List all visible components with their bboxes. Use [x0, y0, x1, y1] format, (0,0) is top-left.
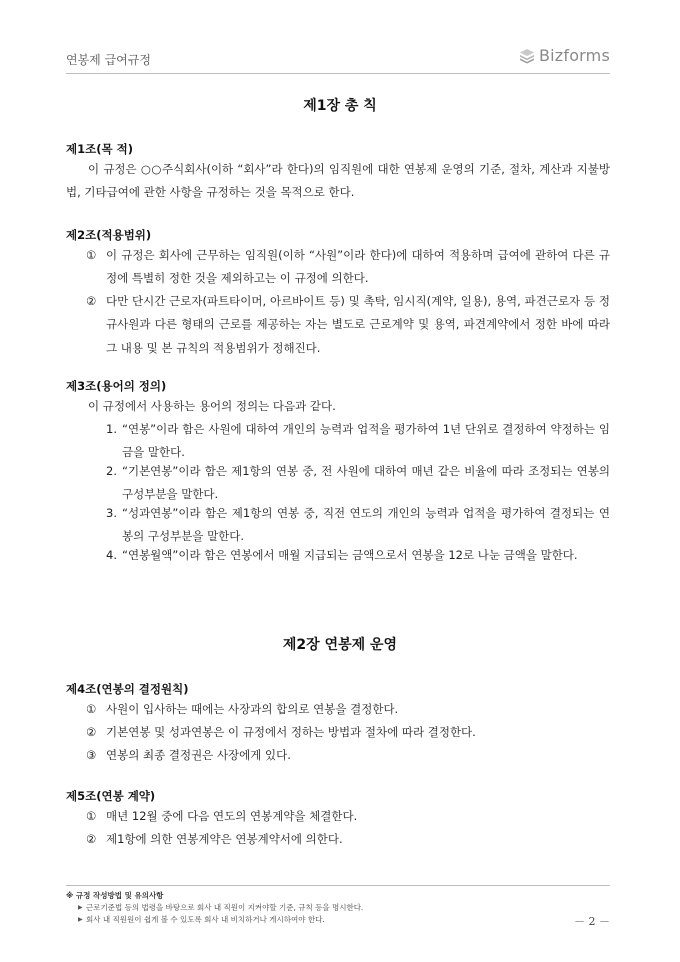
article-3-item-4-mark: 4.: [106, 548, 117, 562]
article-5-item-2-mark: ②: [86, 832, 97, 846]
article-2-item-1-mark: ①: [86, 248, 97, 262]
article-3-item-1-text: “연봉”이라 함은 사원에 대하여 개인의 능력과 업적을 평가하여 1년 단위로 결정하여 약정하는 임금을 말한다.: [122, 422, 610, 460]
article-4-item-2-mark: ②: [86, 725, 97, 739]
article-4-item-1-mark: ①: [86, 702, 97, 716]
footer-notes: [66, 885, 610, 926]
article-5-title: 제5조(연봉 계약): [66, 789, 156, 803]
article-4-item-2-text: 기본연봉 및 성과연봉은 이 규정에서 정하는 방법과 절차에 따라 결정한다.: [106, 725, 476, 739]
page-number: － 2 －: [574, 915, 610, 928]
brand-name: Bizforms: [538, 46, 610, 65]
footer-note-text: 근로기준법 등의 법령을 바탕으로 회사 내 직원이 지켜야할 기준, 규칙 등을 명시한다.: [86, 903, 364, 912]
brand: [519, 46, 610, 65]
article-1-text: 이 규정은 ○○주식회사(이하 “회사”라 한다)의 임직원에 대한 연봉제 운영의 기준, 절차, 계산과 지불방법, 기타급여에 관한 사항을 규정하는 것을 목적으로 한다.: [66, 162, 610, 200]
chapter-1-title: 제1장 총 칙: [303, 98, 377, 114]
footer-notes-title: ※ 규정 작성방법 및 유의사항: [66, 891, 164, 900]
article-3-item-2-mark: 2.: [106, 464, 117, 478]
footer-note-item: [66, 914, 610, 926]
page-header: [66, 48, 610, 74]
article-3-item-4-text: “연봉월액”이라 함은 연봉에서 매월 지급되는 금액으로서 연봉을 12로 나눈 금액을 말한다.: [122, 548, 578, 562]
bizforms-logo-icon: [519, 48, 535, 64]
article-2-item-1-text: 이 규정은 회사에 근무하는 임직원(이하 “사원”이라 한다)에 대하여 적용하며 급여에 관하여 다른 규정에 특별히 정한 것을 제외하고는 이 규정에 의한다.: [106, 248, 610, 286]
article-5-item-1-mark: ①: [86, 809, 97, 823]
article-5-item-1-text: 매년 12월 중에 다음 연도의 연봉계약을 체결한다.: [106, 809, 358, 823]
article-1-title: 제1조(목 적): [66, 142, 133, 156]
article-3-title: 제3조(용어의 정의): [66, 379, 167, 393]
article-3-item-2-text: “기본연봉”이라 함은 제1항의 연봉 중, 전 사원에 대하여 매년 같은 비율에 따라 조정되는 연봉의 구성부분을 말한다.: [122, 464, 610, 502]
footer-note-item: [66, 902, 610, 914]
article-5-item-2-text: 제1항에 의한 연봉계약은 연봉계약서에 의한다.: [106, 832, 343, 846]
document-title: 연봉제 급여규정: [66, 53, 151, 67]
article-4-item-3-mark: ③: [86, 748, 97, 762]
article-2-item-2-text: 다만 단시간 근로자(파트타이머, 아르바이트 등) 및 촉탁, 임시직(계약, 일용), 용역, 파견근로자 등 정규사원과 다른 형태의 근로를 제공하는 자는 별도로 근로계약 및 용역, 파견계약에서 정한 바에 따라 그 내용 및 본 규칙의 적용범위가 정해진다.: [106, 294, 610, 355]
article-3-item-1-mark: 1.: [106, 422, 117, 436]
article-4-title: 제4조(연봉의 결정원칙): [66, 682, 189, 696]
triangle-bullet-icon: ▶: [78, 904, 83, 911]
article-4-item-1-text: 사원이 입사하는 때에는 사장과의 합의로 연봉을 결정한다.: [106, 702, 399, 716]
article-3-item-3-mark: 3.: [106, 506, 117, 520]
footer-note-text: 회사 내 직원원이 쉽게 볼 수 있도록 회사 내 비치하거나 게시하여야 한다.: [86, 915, 325, 924]
article-2-title: 제2조(적용범위): [66, 228, 152, 242]
article-2-item-2-mark: ②: [86, 294, 97, 308]
article-3-intro: 이 규정에서 사용하는 용어의 정의는 다음과 같다.: [88, 399, 336, 413]
triangle-bullet-icon: ▶: [78, 916, 83, 923]
chapter-2-title: 제2장 연봉제 운영: [282, 637, 398, 653]
article-3-item-3-text: “성과연봉”이라 함은 제1항의 연봉 중, 직전 연도의 개인의 능력과 업적을 평가하여 결정되는 연봉의 구성부분을 말한다.: [122, 506, 610, 544]
article-4-item-3-text: 연봉의 최종 결정권은 사장에게 있다.: [106, 748, 291, 762]
